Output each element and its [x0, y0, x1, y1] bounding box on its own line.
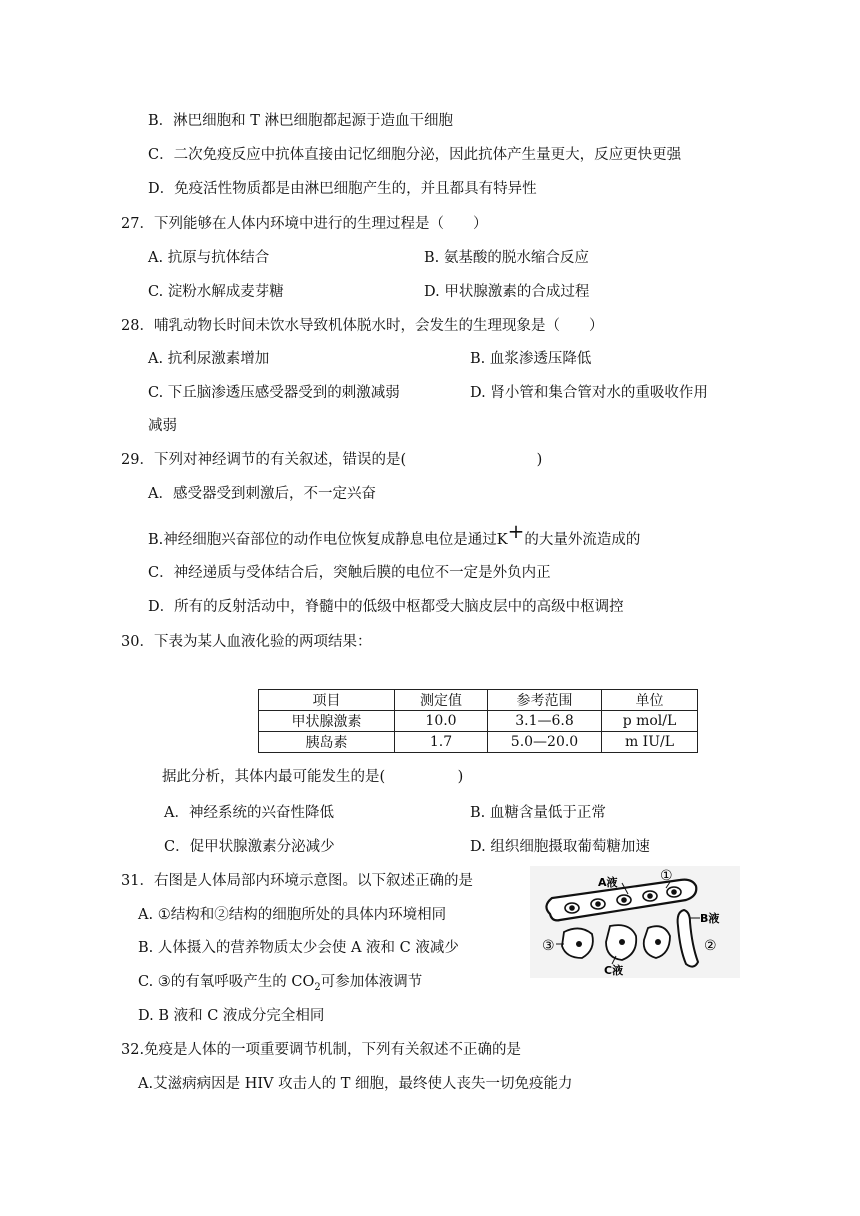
q31-option-b: B. 人体摄入的营养物质太少会使 A 液和 C 液减少 [138, 940, 459, 956]
table-header-cell: 单位 [602, 690, 698, 711]
table-header-cell: 参考范围 [488, 690, 602, 711]
table-cell: 3.1—6.8 [488, 711, 602, 732]
q27-option-a: A. 抗原与抗体结合 [148, 250, 270, 266]
q26-option-d: D．免疫活性物质都是由淋巴细胞产生的，并且都具有特异性 [148, 181, 537, 197]
q28-option-c: C. 下丘脑渗透压感受器受到的刺激减弱 [148, 385, 400, 401]
q28-option-a: A. 抗利尿激素增加 [148, 351, 270, 367]
q30-prompt: 据此分析，其体内最可能发生的是( ) [162, 769, 464, 785]
q31-stem: 31．右图是人体局部内环境示意图。以下叙述正确的是 [121, 873, 473, 889]
co2-subscript: 2 [314, 981, 321, 993]
table-cell: 5.0—20.0 [488, 732, 602, 753]
q28-option-b: B. 血浆渗透压降低 [470, 351, 592, 367]
internal-environment-figure [530, 866, 740, 978]
table-cell: 10.0 [395, 711, 488, 732]
table-cell: p mol/L [602, 711, 698, 732]
internal-environment-diagram [530, 866, 740, 978]
potassium-charge-superscript: + [507, 519, 525, 543]
label-c-liquid: C液 [604, 964, 624, 977]
table-header-cell: 项目 [259, 690, 395, 711]
q26-option-c: C．二次免疫反应中抗体直接由记忆细胞分泌，因此抗体产生量更大，反应更快更强 [148, 147, 682, 163]
table-cell: 胰岛素 [259, 732, 395, 753]
q30-option-d: D. 组织细胞摄取葡萄糖加速 [470, 839, 650, 855]
q27-option-d: D. 甲状腺激素的合成过程 [424, 284, 590, 300]
q32-option-a: A.艾滋病病因是 HIV 攻击人的 T 细胞，最终使人丧失一切免疫能力 [138, 1076, 573, 1092]
q29-option-b [148, 519, 641, 550]
q27-option-c: C. 淀粉水解成麦芽糖 [148, 284, 284, 300]
table-row [259, 732, 698, 753]
marker-2: ② [704, 938, 717, 954]
marker-3: ③ [542, 938, 555, 954]
q32-stem: 32.免疫是人体的一项重要调节机制，下列有关叙述不正确的是 [121, 1042, 522, 1058]
q30-option-a: A．神经系统的兴奋性降低 [164, 805, 334, 821]
table-header-cell: 测定值 [395, 690, 488, 711]
q31-option-a: A. ①结构和②结构的细胞所处的具体内环境相同 [138, 907, 447, 923]
q29-option-a: A．感受器受到刺激后，不一定兴奋 [148, 486, 376, 502]
q31-option-d: D. B 液和 C 液成分完全相同 [138, 1008, 325, 1024]
label-b-liquid: B液 [700, 912, 720, 925]
q30-option-c: C．促甲状腺激素分泌减少 [164, 839, 335, 855]
marker-1: ① [660, 868, 673, 884]
table-cell: m IU/L [602, 732, 698, 753]
table-cell: 1.7 [395, 732, 488, 753]
q28-option-d: D. 肾小管和集合管对水的重吸收作用 [470, 385, 708, 401]
q29-stem: 29．下列对神经调节的有关叙述，错误的是( ) [121, 452, 543, 468]
q29-option-b-text-end: 的大量外流造成的 [524, 532, 641, 548]
q31-option-c [138, 972, 422, 998]
q27-stem: 27．下列能够在人体内环境中进行的生理过程是（ ） [121, 216, 488, 232]
q30-option-b: B. 血糖含量低于正常 [470, 805, 606, 821]
q27-option-b: B. 氨基酸的脱水缩合反应 [424, 250, 589, 266]
q31-option-c-text-end: 可参加体液调节 [320, 974, 423, 990]
table-header-row [259, 690, 698, 711]
table-cell: 甲状腺激素 [259, 711, 395, 732]
blood-test-table [258, 689, 698, 753]
q29-option-c: C．神经递质与受体结合后，突触后膜的电位不一定是外负内正 [148, 565, 551, 581]
table-row [259, 711, 698, 732]
q29-option-d: D．所有的反射活动中，脊髓中的低级中枢都受大脑皮层中的高级中枢调控 [148, 599, 624, 615]
q31-option-c-text: C. ③的有氧呼吸产生的 CO [138, 974, 315, 990]
q30-stem: 30．下表为某人血液化验的两项结果： [121, 634, 372, 650]
q26-option-b: B．淋巴细胞和 T 淋巴细胞都起源于造血干细胞 [148, 113, 454, 129]
q28-option-d-continued: 减弱 [148, 418, 177, 434]
label-a-liquid: A液 [598, 876, 618, 889]
q29-option-b-text: B.神经细胞兴奋部位的动作电位恢复成静息电位是通过K [148, 532, 508, 548]
q28-stem: 28．哺乳动物长时间未饮水导致机体脱水时，会发生的生理现象是（ ） [121, 318, 604, 334]
